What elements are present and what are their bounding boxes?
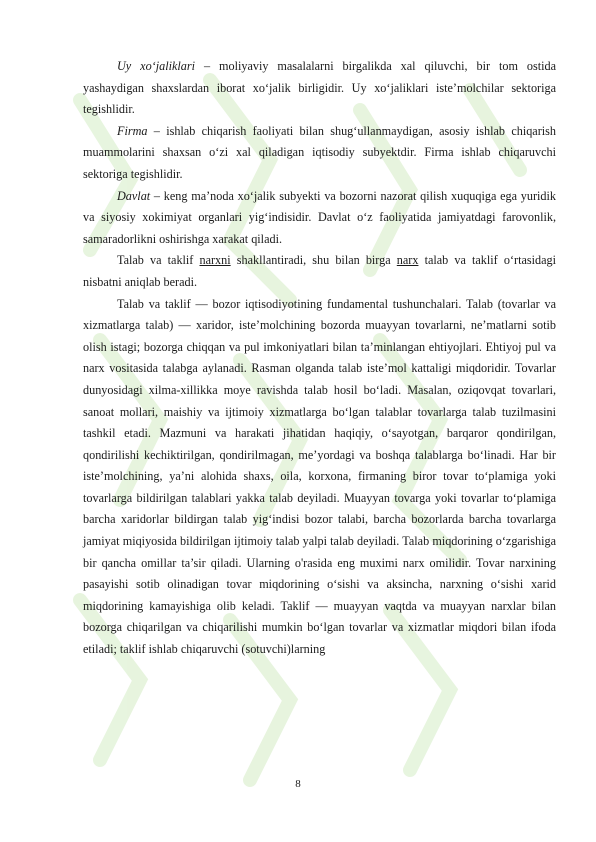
- document-body: [83, 56, 556, 661]
- paragraph-davlat: [83, 186, 556, 251]
- term-uy-xojaliklari: Uy xo‘jaliklari: [117, 59, 196, 73]
- body-text: talab va taklif o‘rtasidagi nisbatni aniqlab beradi.: [83, 253, 556, 289]
- paragraph-uy-xojaliklari: [83, 56, 556, 121]
- definition-text: – keng ma’noda xo‘jalik subyekti va bozorni nazorat qilish xuquqiga ega yuridik va siyosiy xokimiyat organlari yig‘indisidir. Davlat o‘z faoliyatida jamiyatdagi farovonlik, samaradorlikni oshirishga xarakat qiladi.: [83, 188, 556, 246]
- link-narx[interactable]: narx: [396, 253, 419, 268]
- body-text: Talab va taklif: [117, 253, 200, 268]
- paragraph-talab-va-taklif: [83, 294, 556, 661]
- link-narxni[interactable]: narxni: [199, 253, 231, 268]
- term-davlat: Davlat: [117, 188, 151, 203]
- paragraph-talab-taklif-narx: [83, 250, 556, 293]
- definition-text: – ishlab chiqarish faoliyati bilan shug‘ullanmaydigan, asosiy ishlab chiqarish muammolarini shaxsan o‘zi xal qiladigan iqtisodiy subyektdir. Firma ishlab chiqaruvchi sektoriga tegishlidir.: [83, 123, 556, 181]
- paragraph-firma: [83, 121, 556, 186]
- body-text: Talab va taklif — bozor iqtisodiyotining fundamental tushunchalari. Talab (tovarlar va xizmatlarga talab) — xaridor, iste’molchining bozorda muayyan tovarlarni, ne’matlarni sotib olish istagi; bozorga chiqqan va pul imkoniyatlari bilan ta’minlangan ehtiyojlari. Ehtiyoj pul va narx vositasida talabga aylanadi. Rasman olganda talab iste’mol kattaligi miqdoridir. Tovarlar dunyosidagi xilma-xillikka moye ravishda talab hosil bo‘ladi. Masalan, oziqovqat tovarlari, sanoat mollari, maishiy va ijtimoiy xizmatlarga bo‘lgan talablar tovarlarga talab tuzilmasini tashkil etadi. Mazmuni va harakati jihatidan haqiqiy, o‘sayotgan, barqaror qondirilgan, qondirilishi kechiktirilgan, qondirilmagan, me’yordagi va boshqa talablarga bo‘linadi. Har bir iste’molchining, ya’ni alohida shaxs, oila, korxona, firmaning biror tovar to‘plamiga yoki tovarlarga bildirilgan talablari yakka talab deyiladi. Muayyan tovarga yoki tovarlar to‘plamiga barcha xaridorlar bildirgan talab yig‘indisi bozor talabi, barcha bozorlarda barcha tovarlarga jamiyat miqiyosida bildirilgan ijtimoiy talab yalpi talab deyiladi. Talab miqdorining o‘zgarishiga bir qancha omillar ta’sir qiladi. Ularning o'rasida eng muximi narx omilidir. Tovar narxining pasayishi sotib olinadigan tovar miqdorining o‘sishi va aksincha, narxning o‘sishi xarid miqdorining kamayishiga olib keladi. Taklif — muayyan vaqtda va muayyan narxlar bilan bozorga chiqarilgan va chiqarilishi mumkin bo‘lgan tovarlar va xizmatlar miqdori bilan ifoda etiladi; taklif ishlab chiqaruvchi (sotuvchi)larning: [83, 296, 556, 657]
- term-firma: Firma: [117, 123, 148, 138]
- page-number: 8: [295, 778, 301, 790]
- definition-text: – moliyaviy masalalarni birgalikda xal qiluvchi, bir tom ostida yashaydigan shaxslardan iborat xo‘jalik birligidir. Uy xo‘jaliklari iste’molchilar sektoriga tegishlidir.: [83, 59, 557, 117]
- body-text: shakllantiradi, shu bilan birga: [230, 253, 397, 268]
